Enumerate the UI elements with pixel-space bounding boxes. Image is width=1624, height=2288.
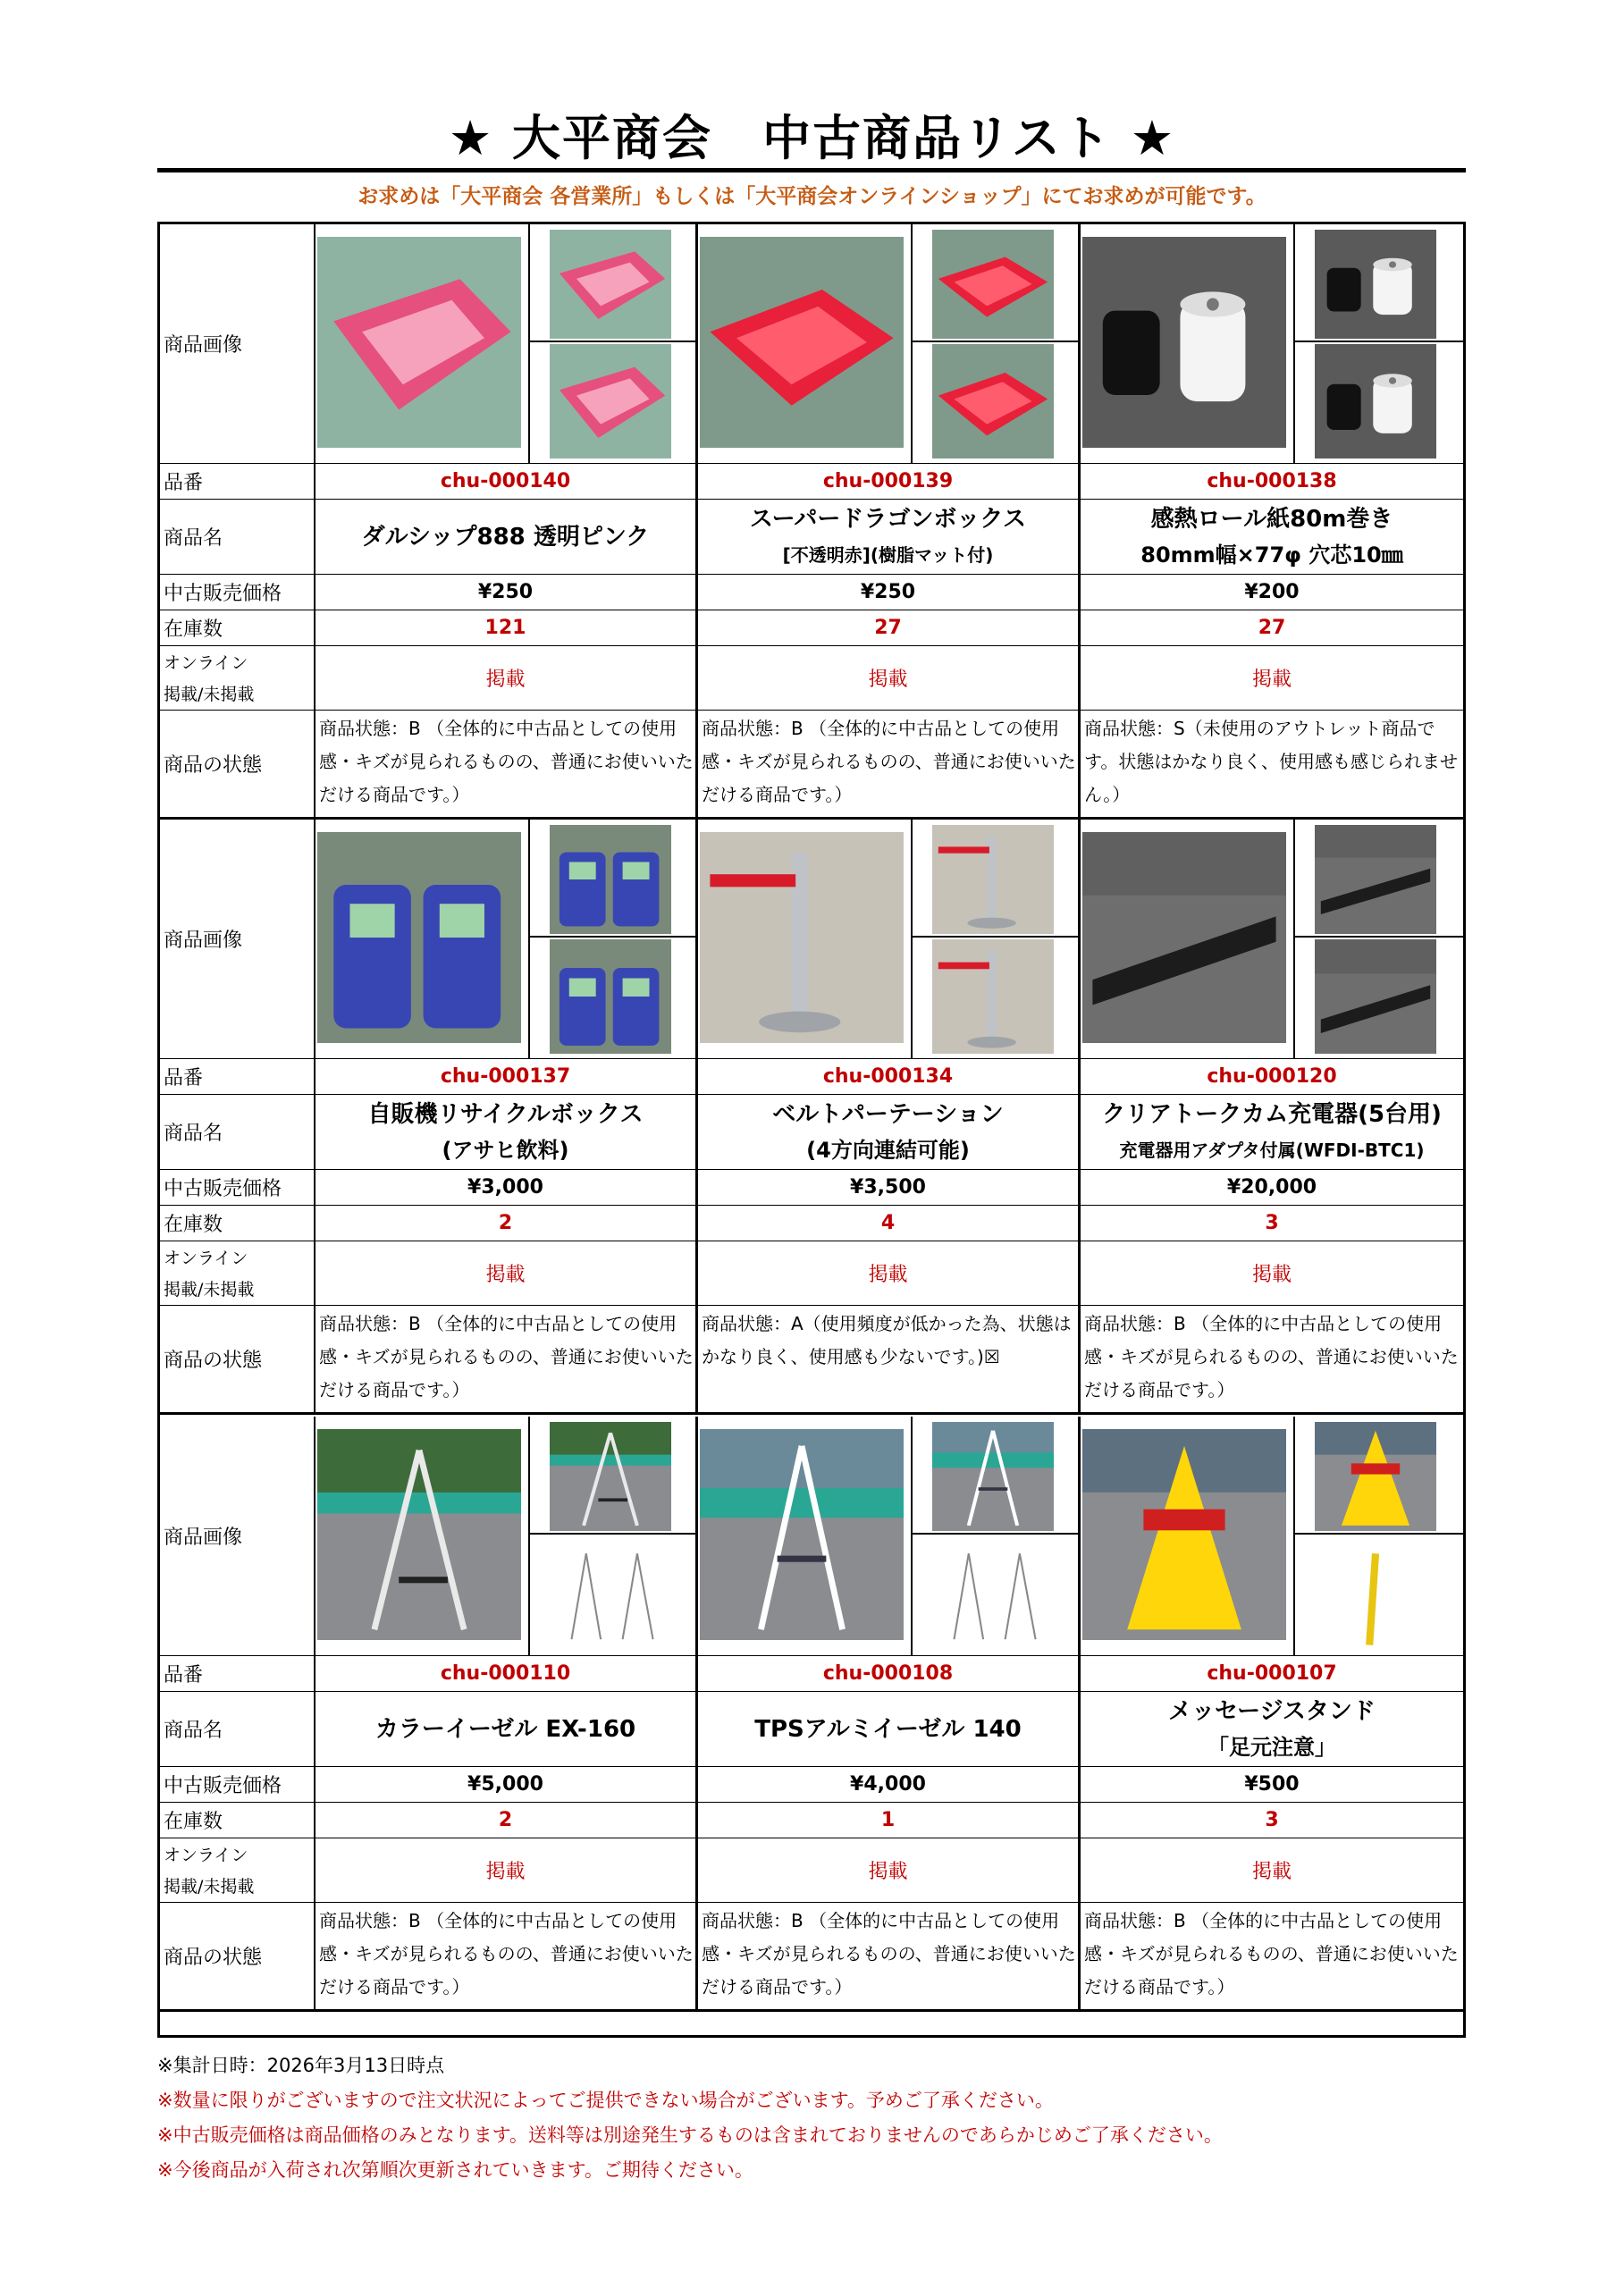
product-name-cell: [1081, 500, 1463, 574]
product-condition: 商品状態：S（未使用のアウトレット商品です。状態はかなり良く、使用感も感じられません。）: [1084, 718, 1458, 805]
product-online-status: 掲載: [1251, 1264, 1292, 1286]
product-condition-cell: [316, 1903, 698, 2009]
product-photo-thumb: [1315, 230, 1436, 339]
product-name-line1: スーパードラゴンボックス: [749, 505, 1027, 533]
product-online-cell: [1081, 1838, 1463, 1902]
product-code-cell: [698, 464, 1081, 499]
product-image-cell: [316, 1417, 698, 1655]
product-price-cell: [316, 1767, 698, 1802]
product-online-status: 掲載: [485, 1861, 526, 1883]
product-online-status: 掲載: [868, 1861, 908, 1883]
product-online-cell: [698, 1241, 1081, 1305]
product-image-cell: [1081, 224, 1463, 463]
product-price-cell: [316, 575, 698, 610]
product-photo-thumb: [932, 230, 1054, 339]
product-stock: 2: [498, 1809, 513, 1831]
row-price: [160, 575, 1463, 610]
footer-date: ※集計日時：2026年3月13日時点: [157, 2055, 445, 2076]
row-label-code: 品番: [160, 1059, 316, 1094]
product-condition: 商品状態：B （全体的に中古品としての使用感・キズが見られるものの、普通にお使いいただける商品です。）: [702, 1910, 1076, 1998]
product-name-cell: [1081, 1692, 1463, 1766]
row-label-condition: 商品の状態: [160, 1903, 316, 2009]
product-name-cell: [316, 500, 698, 574]
row-label-image: 商品画像: [160, 820, 316, 1058]
row-image: [160, 820, 1463, 1059]
product-name-line1: ダルシップ888 透明ピンク: [361, 523, 650, 551]
product-online-cell: [316, 1838, 698, 1902]
row-label-online: [160, 1838, 316, 1902]
product-name-line2: 「足元注意」: [1207, 1734, 1336, 1760]
product-photo-thumb: [932, 825, 1054, 934]
product-price: ¥250: [477, 581, 534, 603]
product-code-cell: [698, 1059, 1081, 1094]
row-label-online-line2: 掲載/未掲載: [164, 685, 255, 704]
product-name-line1: クリアトークカム充電器(5台用): [1102, 1100, 1442, 1128]
product-stock: 3: [1265, 1212, 1279, 1234]
product-code: chu-000140: [440, 470, 571, 492]
product-condition-cell: [698, 1903, 1081, 2009]
product-online-status: 掲載: [485, 669, 526, 691]
row-condition: [160, 711, 1463, 820]
product-stock-cell: [1081, 1803, 1463, 1838]
product-code-cell: [316, 464, 698, 499]
thumb-divider: [911, 1533, 1078, 1535]
thumb-divider: [528, 936, 695, 938]
row-label-price: 中古販売価格: [160, 1767, 316, 1802]
product-stock: 27: [1258, 617, 1286, 639]
product-code-cell: [1081, 1656, 1463, 1691]
product-table: [157, 222, 1466, 2038]
product-price: ¥200: [1244, 581, 1300, 603]
product-price: ¥5,000: [467, 1773, 543, 1796]
row-stock: [160, 1206, 1463, 1241]
product-price: ¥500: [1244, 1773, 1300, 1796]
row-label-image: 商品画像: [160, 224, 316, 463]
thumb-divider: [911, 820, 913, 1058]
product-photo-main: [1082, 1429, 1286, 1640]
product-stock-cell: [316, 610, 698, 645]
title-divider: [157, 168, 1466, 172]
thumb-divider: [528, 820, 530, 1058]
product-code: chu-000139: [822, 470, 954, 492]
footer-note-3: ※今後商品が入荷され次第順次更新されていきます。ご期待ください。: [157, 2159, 753, 2181]
row-stock: [160, 1803, 1463, 1838]
product-online-cell: [1081, 1241, 1463, 1305]
product-image-cell: [698, 820, 1081, 1058]
thumb-divider: [1293, 1417, 1295, 1655]
product-price: ¥20,000: [1226, 1176, 1317, 1199]
thumb-divider: [1293, 820, 1295, 1058]
product-code: chu-000110: [440, 1662, 571, 1685]
row-label-condition: 商品の状態: [160, 711, 316, 817]
product-condition: 商品状態：B （全体的に中古品としての使用感・キズが見られるものの、普通にお使いいただける商品です。）: [1084, 1313, 1459, 1401]
product-photo-thumb: [550, 825, 671, 934]
product-name-cell: [698, 1095, 1081, 1169]
product-online-cell: [698, 646, 1081, 710]
row-label-stock: 在庫数: [160, 1206, 316, 1241]
product-image-cell: [1081, 820, 1463, 1058]
product-price-cell: [1081, 575, 1463, 610]
thumb-divider: [1293, 341, 1463, 342]
product-code: chu-000138: [1207, 470, 1337, 492]
product-stock: 4: [880, 1212, 896, 1234]
row-online: [160, 1838, 1463, 1903]
product-name-line2: [不透明赤](樹脂マット付): [782, 543, 994, 566]
row-label-stock: 在庫数: [160, 1803, 316, 1838]
product-condition-cell: [698, 711, 1081, 817]
thumb-divider: [528, 341, 695, 342]
product-photo-thumb: [550, 344, 671, 458]
row-label-stock: 在庫数: [160, 610, 316, 645]
product-condition: 商品状態：B （全体的に中古品としての使用感・キズが見られるものの、普通にお使いいただける商品です。）: [319, 718, 694, 805]
product-online-cell: [1081, 646, 1463, 710]
product-photo-thumb: [932, 344, 1054, 458]
row-condition: [160, 1306, 1463, 1415]
thumb-divider: [911, 224, 913, 463]
product-online-status: 掲載: [868, 1264, 908, 1286]
thumb-divider: [528, 1533, 695, 1535]
product-name-cell: [316, 1692, 698, 1766]
footer-note-2: ※中古販売価格は商品価格のみとなります。送料等は別途発生するものは含まれておりませんのであらかじめご了承ください。: [157, 2124, 1223, 2146]
product-image-cell: [698, 1417, 1081, 1655]
row-label-online-line2: 掲載/未掲載: [164, 1280, 255, 1300]
product-price-cell: [698, 1767, 1081, 1802]
row-image: [160, 224, 1463, 464]
product-price: ¥3,000: [467, 1176, 543, 1199]
product-photo-thumb: [932, 939, 1054, 1054]
product-photo-main: [1082, 237, 1286, 448]
row-code: [160, 1656, 1463, 1692]
product-photo-thumb: [1315, 825, 1436, 934]
row-online: [160, 646, 1463, 711]
product-online-status: 掲載: [868, 669, 908, 691]
product-code-cell: [316, 1059, 698, 1094]
product-photo-main: [317, 237, 521, 448]
thumb-divider: [911, 341, 1078, 342]
product-name-line2: (アサヒ飲料): [442, 1137, 569, 1163]
product-stock-cell: [1081, 1206, 1463, 1241]
product-price: ¥250: [860, 581, 916, 603]
row-label-condition: 商品の状態: [160, 1306, 316, 1412]
product-online-cell: [698, 1838, 1081, 1902]
product-image-cell: [316, 224, 698, 463]
product-photo-thumb: [550, 939, 671, 1054]
product-code: chu-000108: [822, 1662, 954, 1685]
product-stock-cell: [316, 1803, 698, 1838]
product-name-line1: 自販機リサイクルボックス: [367, 1100, 644, 1128]
product-condition: 商品状態：B （全体的に中古品としての使用感・キズが見られるものの、普通にお使いいただける商品です。）: [702, 718, 1076, 805]
product-code-cell: [1081, 1059, 1463, 1094]
row-label-online-line1: オンライン: [164, 1846, 248, 1865]
product-photo-thumb: [932, 1536, 1054, 1651]
thumb-divider: [528, 224, 530, 463]
product-condition: 商品状態：B （全体的に中古品としての使用感・キズが見られるものの、普通にお使いいただける商品です。）: [319, 1313, 694, 1401]
product-online-cell: [316, 646, 698, 710]
product-photo-main: [700, 832, 904, 1043]
product-price: ¥4,000: [850, 1773, 926, 1796]
product-price-cell: [1081, 1767, 1463, 1802]
product-name-line1: メッセージスタンド: [1168, 1697, 1376, 1725]
product-stock: 121: [484, 617, 526, 639]
row-label-online-line1: オンライン: [164, 1249, 248, 1268]
product-photo-main: [700, 1429, 904, 1640]
thumb-divider: [528, 1417, 530, 1655]
product-name-cell: [1081, 1095, 1463, 1169]
thumb-divider: [911, 936, 1078, 938]
page-subtitle: お求めは「大平商会 各営業所」もしくは「大平商会オンラインショップ」にてお求めが可能です。: [358, 185, 1266, 208]
product-photo-main: [700, 237, 904, 448]
product-stock-cell: [316, 1206, 698, 1241]
product-name-cell: [698, 500, 1081, 574]
row-name: [160, 1095, 1463, 1170]
product-stock: 27: [874, 617, 902, 639]
row-label-online-line1: オンライン: [164, 653, 248, 673]
row-online: [160, 1241, 1463, 1306]
product-name-line2: 充電器用アダプタ付属(WFDI-BTC1): [1119, 1139, 1425, 1161]
product-name-cell: [698, 1692, 1081, 1766]
product-stock-cell: [698, 1803, 1081, 1838]
thumb-divider: [1293, 1533, 1463, 1535]
product-online-status: 掲載: [1251, 669, 1292, 691]
product-condition-cell: [1081, 711, 1463, 817]
product-photo-thumb: [1315, 939, 1436, 1054]
product-photo-thumb: [1315, 344, 1436, 458]
product-photo-main: [1082, 832, 1286, 1043]
product-name-line1: カラーイーゼル EX-160: [374, 1715, 636, 1743]
product-code: chu-000134: [822, 1065, 954, 1088]
row-label-online-line2: 掲載/未掲載: [164, 1877, 255, 1897]
row-label-code: 品番: [160, 464, 316, 499]
product-photo-thumb: [550, 1536, 671, 1651]
product-stock-cell: [698, 1206, 1081, 1241]
product-stock: 2: [498, 1212, 513, 1234]
row-label-online: [160, 1241, 316, 1305]
product-code: chu-000120: [1207, 1065, 1337, 1088]
product-photo-thumb: [1315, 1422, 1436, 1531]
product-condition-cell: [316, 1306, 698, 1412]
row-code: [160, 464, 1463, 500]
product-stock-cell: [698, 610, 1081, 645]
product-photo-thumb: [550, 1422, 671, 1531]
product-condition-cell: [316, 711, 698, 817]
product-name-line1: 感熱ロール紙80m巻き: [1150, 505, 1393, 533]
product-price-cell: [698, 1170, 1081, 1205]
product-price-cell: [698, 575, 1081, 610]
product-image-cell: [698, 224, 1081, 463]
row-label-image: 商品画像: [160, 1417, 316, 1655]
product-name-line1: TPSアルミイーゼル 140: [754, 1715, 1022, 1743]
product-photo-main: [317, 1429, 521, 1640]
row-code: [160, 1059, 1463, 1095]
product-photo-thumb: [932, 1422, 1054, 1531]
product-price: ¥3,500: [850, 1176, 926, 1199]
product-image-cell: [316, 820, 698, 1058]
product-code-cell: [1081, 464, 1463, 499]
product-condition: 商品状態：B （全体的に中古品としての使用感・キズが見られるものの、普通にお使いいただける商品です。）: [319, 1910, 694, 1998]
thumb-divider: [1293, 224, 1295, 463]
page-title: ★ 大平商会 中古商品リスト ★: [448, 110, 1176, 166]
product-name-cell: [316, 1095, 698, 1169]
row-label-code: 品番: [160, 1656, 316, 1691]
product-condition: 商品状態：A（使用頻度が低かった為、状態はかなり良く、使用感も少ないです。)☒: [702, 1313, 1072, 1367]
product-condition: 商品状態：B （全体的に中古品としての使用感・キズが見られるものの、普通にお使いいただける商品です。）: [1084, 1910, 1459, 1998]
row-name: [160, 1692, 1463, 1767]
product-online-status: 掲載: [485, 1264, 526, 1286]
footer-note-1: ※数量に限りがございますので注文状況によってご提供できない場合がございます。予めご了承ください。: [157, 2090, 1054, 2111]
product-online-cell: [316, 1241, 698, 1305]
product-condition-cell: [1081, 1306, 1463, 1412]
row-label-name: 商品名: [160, 1095, 316, 1169]
product-stock-cell: [1081, 610, 1463, 645]
row-price: [160, 1170, 1463, 1206]
product-photo-main: [317, 832, 521, 1043]
row-condition: [160, 1903, 1463, 2012]
row-label-online: [160, 646, 316, 710]
product-code: chu-000137: [440, 1065, 571, 1088]
row-label-price: 中古販売価格: [160, 575, 316, 610]
product-photo-thumb: [550, 230, 671, 339]
row-label-name: 商品名: [160, 1692, 316, 1766]
product-price-cell: [1081, 1170, 1463, 1205]
product-code-cell: [698, 1656, 1081, 1691]
product-condition-cell: [1081, 1903, 1463, 2009]
row-stock: [160, 610, 1463, 646]
product-code: chu-000107: [1207, 1662, 1337, 1685]
product-price-cell: [316, 1170, 698, 1205]
thumb-divider: [911, 1417, 913, 1655]
row-label-name: 商品名: [160, 500, 316, 574]
product-online-status: 掲載: [1251, 1861, 1292, 1883]
product-image-cell: [1081, 1417, 1463, 1655]
product-name-line2: 80mm幅×77φ 穴芯10㎜: [1140, 542, 1403, 568]
row-price: [160, 1767, 1463, 1803]
row-label-price: 中古販売価格: [160, 1170, 316, 1205]
row-image: [160, 1417, 1463, 1656]
product-stock: 3: [1265, 1809, 1279, 1831]
product-stock: 1: [880, 1809, 896, 1831]
thumb-divider: [1293, 936, 1463, 938]
row-name: [160, 500, 1463, 575]
product-name-line1: ベルトパーテーション: [772, 1100, 1004, 1128]
product-condition-cell: [698, 1306, 1081, 1412]
product-code-cell: [316, 1656, 698, 1691]
product-photo-thumb: [1315, 1536, 1436, 1651]
product-name-line2: (4方向連結可能): [806, 1137, 970, 1163]
